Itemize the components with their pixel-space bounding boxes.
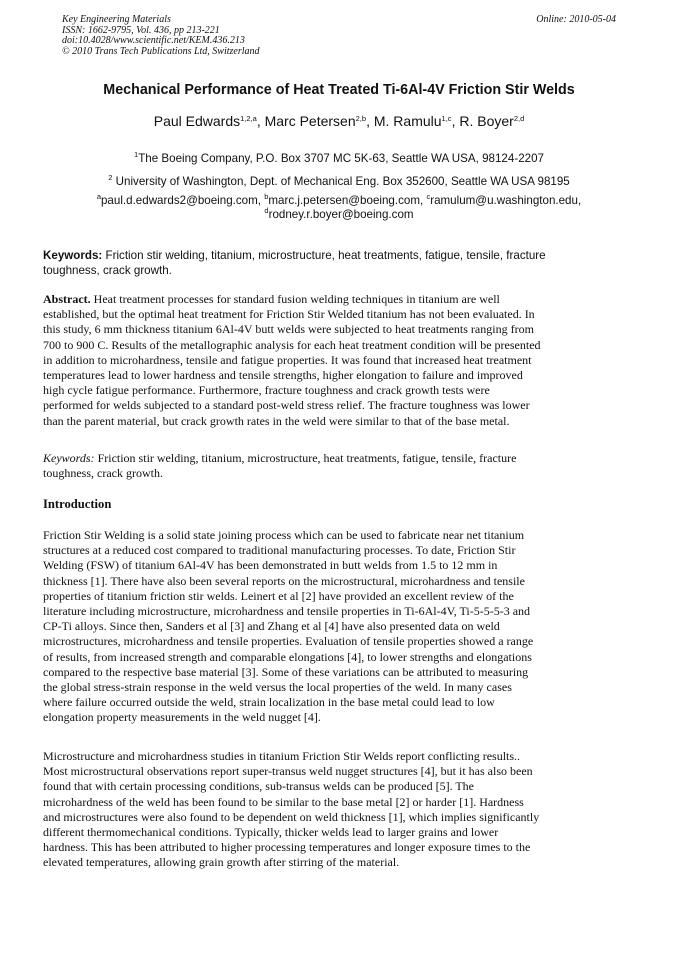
author-sup: 1,2,a [240, 114, 257, 123]
email-link[interactable]: marc.j.petersen@boeing.com, [268, 194, 427, 207]
keywords-italic-block: Keywords: Friction stir welding, titanium, microstructure, heat treatments, fatigue, tensile, fracture toughness, crack growth. [43, 451, 517, 481]
author-list: Paul Edwards$^{1,2,a}$, Marc Petersen$^{2,b}$, M. Ramulu$^{1,c}$, R. Boyer$^{2,d}$ [153, 113, 525, 129]
author-sup: 2,d [513, 114, 525, 123]
affiliation-2: $^2$ University of Washington, Dept. of Mechanical Eng. Box 352600, Seattle WA USA 98195 [108, 173, 570, 188]
issn-line: ISSN: 1662-9795, Vol. 436, pp 213-221 [62, 24, 220, 36]
intro-paragraph-2: Microstructure and microhardness studies in titanium Friction Stir Welds report conflicting results.. Most microstructural observations report super-transus weld nugget structures [4], but it has also been found that with certain processing conditions, sub-transus welds can be produced [5]. The microhardness of the weld has been found to be similar to the base metal [2] or harder [1]. Hardness and microstructures were also found to be dependent on weld thickness [1], which implies significantly different thermomechanical conditions. Typically, thicker welds lead to larger grains and lower hardness. This has been attributed to higher processing temperatures and longer exposure times to the elevated temperatures, allowing grain growth after stirring of the material. [43, 749, 540, 870]
author-name: Marc Petersen [264, 113, 356, 129]
abstract: Abstract. Heat treatment processes for standard fusion welding techniques in titanium are well established, but the optimal heat treatment for Friction Stir Welded titanium has not been evaluated. In this study, 6 mm thickness titanium 6Al-4V butt welds were subjected to heat treatments ranging from 700 to 900 C. Results of the metallographic analysis for each heat treatment condition will be presented in addition to microhardness, tensile and fatigue properties. It was found that increased heat treatment temperatures lead to lower hardness and tensile strengths, higher elongation to failure and improved high cycle fatigue performance. Furthermore, fracture toughness and crack growth tests were performed for welds subjected to a standard post-weld stress relief. The fracture toughness was lower than the parent material, but crack growth rates in the weld were similar to that of the base metal. [43, 292, 541, 428]
email-link[interactable]: ramulum@u.washington.edu, [430, 194, 582, 207]
affiliation-1: $^1$The Boeing Company, P.O. Box 3707 MC 5K-63, Seattle WA USA, 98124-2207 [134, 150, 544, 165]
author-name: R. Boyer [459, 113, 514, 129]
keywords-label: Keywords: [43, 249, 103, 262]
intro-paragraph-1: Friction Stir Welding is a solid state joining process which can be used to fabricate near net titanium structures at a reduced cost compared to traditional manufacturing processes. To date, Friction Stir Welding (FSW) of titanium 6Al-4V has been demonstrated in butt welds from 1.5 to 12 mm in thickness [1]. There have also been several reports on the microstructural, microhardness and tensile properties of titanium friction stir welds. Leinert et al [2] have provided an excellent review of the literature including microstructure, microhardness and tensile properties in Ti-6Al-4V, Ti-5-5-5-3 and CP-Ti alloys. Since then, Sanders et al [3] and Zhang et al [4] have also presented data on weld microstructures, microhardness and tensile properties. Evaluation of tensile properties showed a range of results, from increased strength and comparable elongations [4], to lower strengths and elongations compared to the respective base material [3]. Some of these variations can be attributed to measuring the global stress-strain response in the weld versus the local properties of the weld. In many cases where failure occurred outside the weld, strain localization in the base metal could lead to low elongation property measurements in the weld nugget [4]. [43, 528, 534, 725]
doi-line: doi:10.4028/www.scientific.net/KEM.436.213 [62, 35, 245, 47]
journal-name: Key Engineering Materials [62, 14, 171, 25]
author-sup: 2,b [355, 114, 367, 123]
author-sup: 1,c [441, 114, 452, 123]
email-link[interactable]: paul.d.edwards2@boeing.com, [100, 194, 265, 207]
online-date: Online: 2010-05-04 [536, 14, 616, 25]
section-heading-introduction: Introduction [43, 497, 112, 511]
abstract-label: Abstract. [43, 292, 91, 306]
copyright-line: © 2010 Trans Tech Publications Ltd, Switzerland [62, 45, 260, 57]
email-list: $^a$paul.d.edwards2@boeing.com, $^b$marc.j.petersen@boeing.com, $^c$ramulum@u.washington.edu, $^d$rodney.r.boyer@boeing.com [96, 192, 582, 221]
paper-title: Mechanical Performance of Heat Treated Ti-6Al-4V Friction Stir Welds [103, 82, 575, 98]
journal-header [62, 15, 260, 57]
keywords-block: Keywords: Friction stir welding, titanium, microstructure, heat treatments, fatigue, tensile, fracture toughness, crack growth. [43, 249, 546, 278]
keywords-italic-label: Keywords: [43, 451, 95, 465]
author-name: M. Ramulu [373, 113, 442, 129]
author-name: Paul Edwards [153, 113, 241, 129]
email-link[interactable]: rodney.r.boyer@boeing.com [268, 208, 414, 221]
